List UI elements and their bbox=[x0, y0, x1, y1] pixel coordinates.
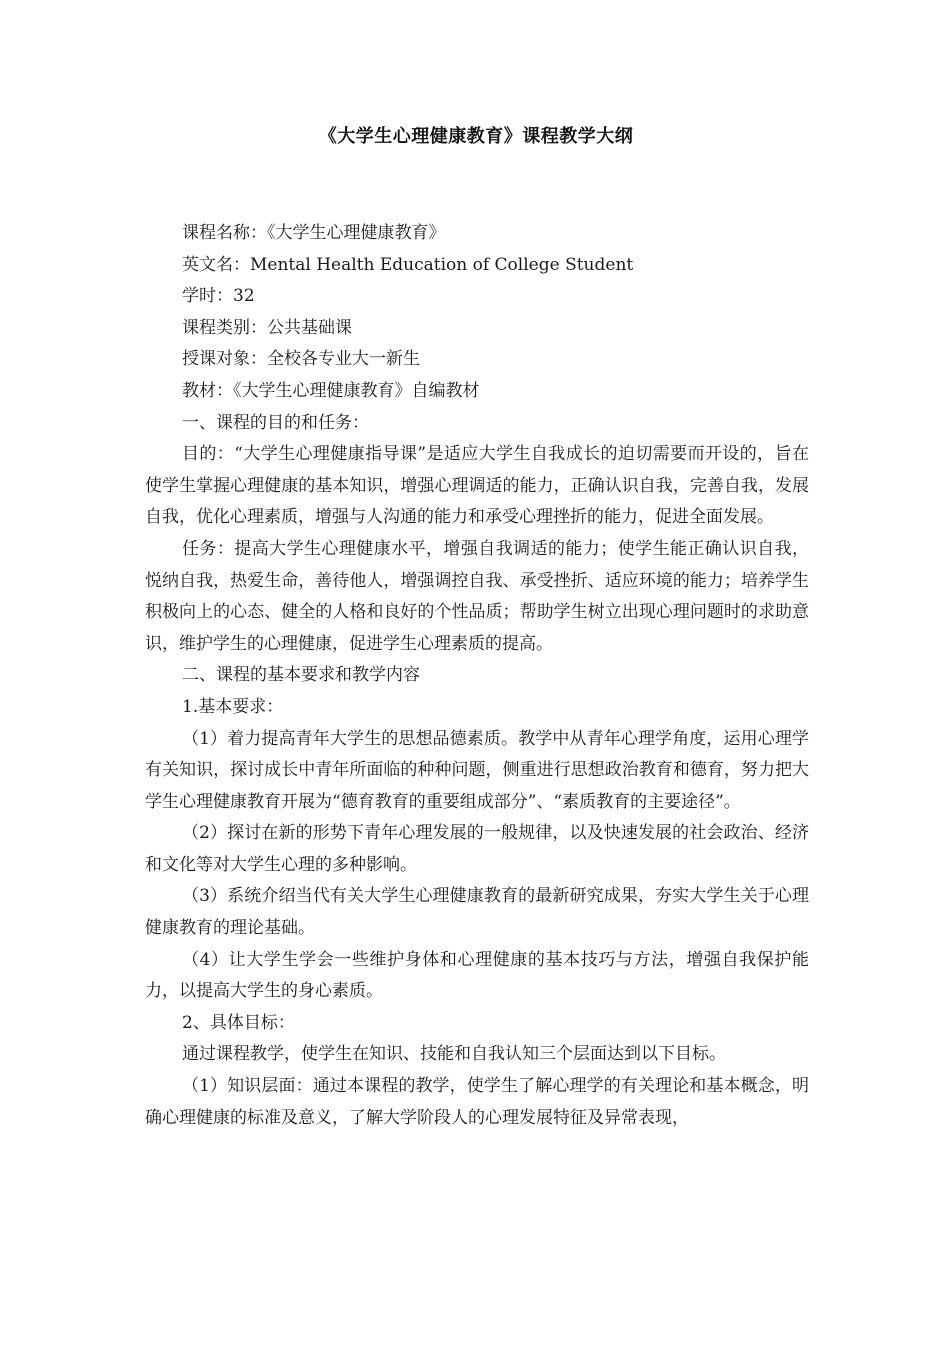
requirement-1: （1）着力提高青年大学生的思想品德素质。教学中从青年心理学角度，运用心理学有关知识，探讨成长中青年所面临的种种问题，侧重进行思想政治教育和德育，努力把大学生心理健康教育开展为“德育教育的重要组成部分”、“素质教育的主要途径”。 bbox=[145, 728, 809, 812]
document-body bbox=[145, 218, 809, 1134]
purpose-paragraph: 目的：“大学生心理健康指导课”是适应大学生自我成长的迫切需要而开设的，旨在使学生掌握心理健康的基本知识，增强心理调适的能力，正确认识自我，完善自我，发展自我，优化心理素质，增强与人沟通的能力和承受心理挫折的能力，促进全面发展。 bbox=[145, 444, 809, 528]
requirement-2: （2）探讨在新的形势下青年心理发展的一般规律，以及快速发展的社会政治、经济和文化等对大学生心理的多种影响。 bbox=[145, 823, 809, 875]
goal-knowledge: （1）知识层面：通过本课程的教学，使学生了解心理学的有关理论和基本概念，明确心理健康的标准及意义，了解大学阶段人的心理发展特征及异常表现， bbox=[145, 1076, 809, 1128]
requirement-3: （3）系统介绍当代有关大学生心理健康教育的最新研究成果，夯实大学生关于心理健康教育的理论基础。 bbox=[145, 886, 809, 939]
requirement-4: （4）让大学生学会一些维护身体和心理健康的基本技巧与方法，增强自我保护能力，以提高大学生的身心素质。 bbox=[145, 949, 809, 1002]
task-paragraph: 任务：提高大学生心理健康水平，增强自我调适的能力；使学生能正确认识自我，悦纳自我，热爱生命，善待他人，增强调控自我、承受挫折、适应环境的能力；培养学生积极向上的心态、健全的人格和良好的个性品质；帮助学生树立出现心理问题时的求助意识，维护学生的心理健康，促进学生心理素质的提高。 bbox=[145, 538, 809, 654]
english-name-line: 英文名：Mental Health Education of College Student bbox=[182, 254, 634, 275]
hours-line: 学时：32 bbox=[182, 286, 255, 307]
audience-line: 授课对象：全校各专业大一新生 bbox=[182, 349, 420, 370]
course-name-line: 课程名称：《大学生心理健康教育》 bbox=[182, 223, 446, 243]
basic-requirements-heading: 1.基本要求： bbox=[182, 696, 284, 717]
goals-intro: 通过课程教学，使学生在知识、技能和自我认知三个层面达到以下目标。 bbox=[182, 1044, 726, 1065]
textbook-line: 教材：《大学生心理健康教育》自编教材 bbox=[182, 380, 480, 401]
section1-heading: 一、课程的目的和任务： bbox=[182, 412, 369, 433]
category-line: 课程类别：公共基础课 bbox=[182, 317, 352, 338]
document-title: 《大学生心理健康教育》课程教学大纲 bbox=[318, 126, 634, 147]
section2-heading: 二、课程的基本要求和教学内容 bbox=[182, 665, 420, 686]
specific-goals-heading: 2、具体目标： bbox=[182, 1012, 295, 1033]
